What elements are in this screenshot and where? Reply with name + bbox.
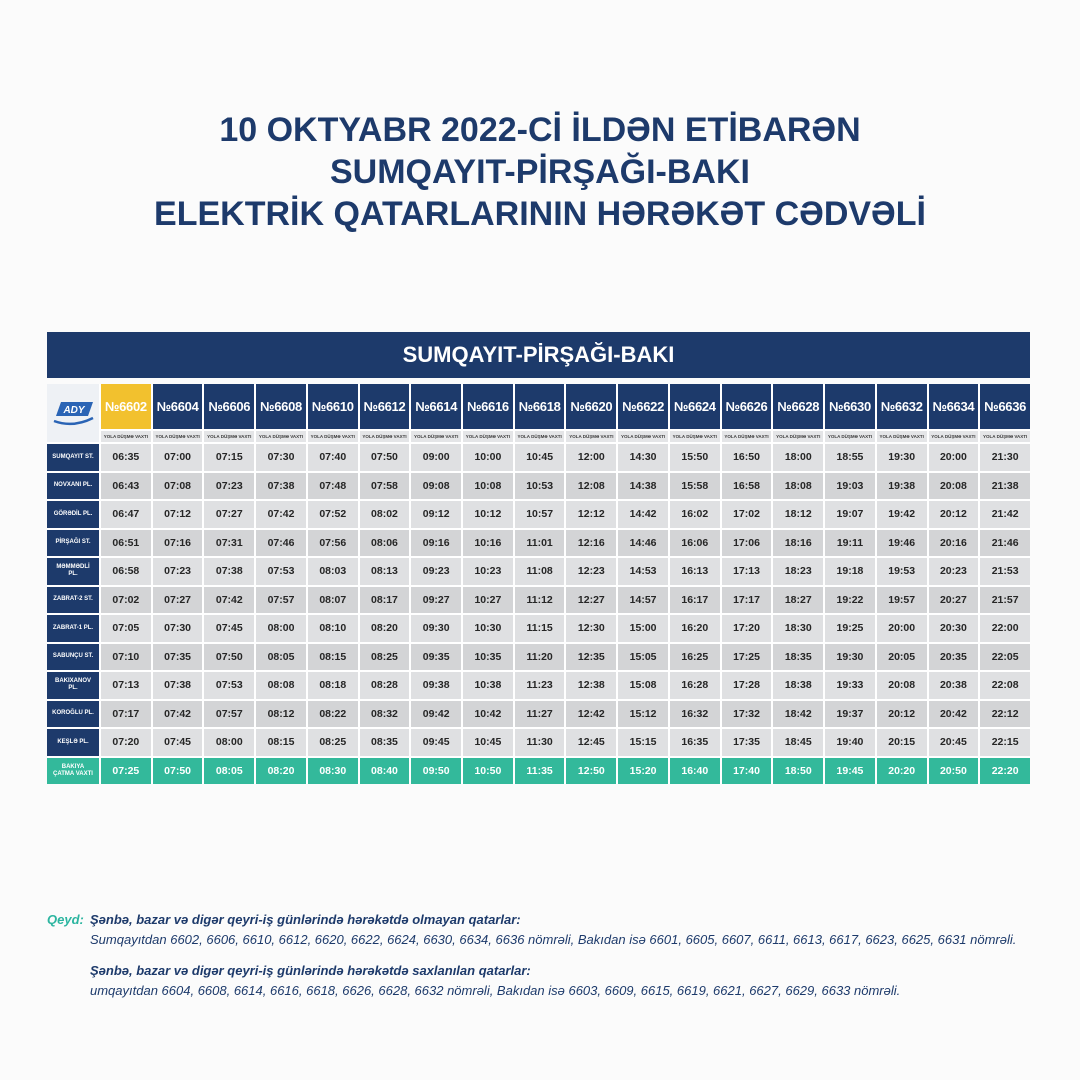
time-cell: 10:42 [463, 701, 513, 728]
time-cell: 09:00 [411, 444, 461, 471]
time-cell: 09:23 [411, 558, 461, 585]
time-cell: 08:32 [360, 701, 410, 728]
time-cell: 07:45 [153, 729, 203, 756]
timetable [47, 332, 1030, 784]
time-cell: 06:35 [101, 444, 151, 471]
departure-time-label: YOLA DÜŞMƏ VAXTI [929, 431, 979, 442]
time-cell: 08:03 [308, 558, 358, 585]
time-cell: 16:13 [670, 558, 720, 585]
running-heading: Şənbə, bazar və digər qeyri-iş günlərində hərəkətdə saxlanılan qatarlar: [90, 963, 531, 978]
time-cell: 08:06 [360, 530, 410, 557]
time-cell: 19:03 [825, 473, 875, 500]
time-cell: 06:58 [101, 558, 151, 585]
time-cell: 08:00 [256, 615, 306, 642]
time-cell: 09:08 [411, 473, 461, 500]
time-cell: 07:46 [256, 530, 306, 557]
time-cell: 12:38 [566, 672, 616, 699]
time-cell: 21:57 [980, 587, 1030, 614]
time-cell: 09:38 [411, 672, 461, 699]
time-cell: 06:47 [101, 501, 151, 528]
time-cell: 12:27 [566, 587, 616, 614]
time-cell: 07:52 [308, 501, 358, 528]
time-cell: 18:30 [773, 615, 823, 642]
time-cell: 18:08 [773, 473, 823, 500]
time-cell: 17:20 [722, 615, 772, 642]
departure-time-label: YOLA DÜŞMƏ VAXTI [101, 431, 151, 442]
time-cell: 07:27 [204, 501, 254, 528]
time-cell: 07:57 [204, 701, 254, 728]
note-label: Qeyd: [47, 912, 84, 927]
time-cell: 20:23 [929, 558, 979, 585]
time-cell: 12:16 [566, 530, 616, 557]
departure-time-label: YOLA DÜŞMƏ VAXTI [411, 431, 461, 442]
time-cell: 08:07 [308, 587, 358, 614]
train-number-header: №6606 [204, 384, 254, 429]
train-number-header: №6618 [515, 384, 565, 429]
time-cell: 18:23 [773, 558, 823, 585]
time-cell: 19:30 [877, 444, 927, 471]
time-cell: 17:35 [722, 729, 772, 756]
time-cell: 08:25 [308, 729, 358, 756]
train-number-header: №6626 [722, 384, 772, 429]
time-cell: 08:10 [308, 615, 358, 642]
time-cell: 08:28 [360, 672, 410, 699]
time-cell: 18:12 [773, 501, 823, 528]
time-cell: 08:05 [256, 644, 306, 671]
time-cell: 16:25 [670, 644, 720, 671]
time-cell: 07:10 [101, 644, 151, 671]
time-cell: 15:00 [618, 615, 668, 642]
train-number-header: №6604 [153, 384, 203, 429]
time-cell: 14:30 [618, 444, 668, 471]
title-line-2: SUMQAYIT-PİRŞAĞI-BAKI [329, 153, 750, 191]
time-cell: 08:22 [308, 701, 358, 728]
time-cell: 17:13 [722, 558, 772, 585]
arrival-time-cell: 08:05 [204, 758, 254, 785]
time-cell: 22:00 [980, 615, 1030, 642]
time-cell: 19:07 [825, 501, 875, 528]
arrival-time-cell: 12:50 [566, 758, 616, 785]
arrival-time-cell: 16:40 [670, 758, 720, 785]
time-cell: 19:40 [825, 729, 875, 756]
time-cell: 11:08 [515, 558, 565, 585]
arrival-time-cell: 08:20 [256, 758, 306, 785]
arrival-time-cell: 08:40 [360, 758, 410, 785]
time-cell: 09:30 [411, 615, 461, 642]
time-cell: 15:08 [618, 672, 668, 699]
train-number-header: №6630 [825, 384, 875, 429]
time-cell: 09:12 [411, 501, 461, 528]
time-cell: 10:45 [515, 444, 565, 471]
time-cell: 07:38 [153, 672, 203, 699]
time-cell: 07:57 [256, 587, 306, 614]
station-name: PİRŞAĞI ST. [47, 530, 99, 557]
time-cell: 19:30 [825, 644, 875, 671]
time-cell: 20:15 [877, 729, 927, 756]
time-cell: 10:38 [463, 672, 513, 699]
time-cell: 19:22 [825, 587, 875, 614]
arrival-time-cell: 11:35 [515, 758, 565, 785]
time-cell: 20:38 [929, 672, 979, 699]
time-cell: 08:35 [360, 729, 410, 756]
arrival-time-cell: 20:20 [877, 758, 927, 785]
departure-time-label: YOLA DÜŞMƏ VAXTI [773, 431, 823, 442]
station-name: BAKIXANOV PL. [47, 672, 99, 699]
time-cell: 20:00 [929, 444, 979, 471]
time-cell: 10:57 [515, 501, 565, 528]
time-cell: 07:38 [256, 473, 306, 500]
time-cell: 18:42 [773, 701, 823, 728]
arrival-time-cell: 15:20 [618, 758, 668, 785]
title-line-3: ELEKTRİK QATARLARININ HƏRƏKƏT CƏDVƏLİ [154, 195, 926, 233]
not-running-heading: Şənbə, bazar və digər qeyri-iş günlərində hərəkətdə olmayan qatarlar: [90, 912, 521, 927]
time-cell: 07:23 [204, 473, 254, 500]
time-cell: 22:05 [980, 644, 1030, 671]
time-cell: 07:56 [308, 530, 358, 557]
time-cell: 12:08 [566, 473, 616, 500]
time-cell: 07:38 [204, 558, 254, 585]
time-cell: 14:46 [618, 530, 668, 557]
departure-time-label: YOLA DÜŞMƏ VAXTI [722, 431, 772, 442]
time-cell: 21:30 [980, 444, 1030, 471]
time-cell: 19:11 [825, 530, 875, 557]
station-name: SABUNÇU ST. [47, 644, 99, 671]
logo-cell [47, 384, 99, 442]
timetable-heading: SUMQAYIT-PİRŞAĞI-BAKI [47, 332, 1030, 378]
time-cell: 14:57 [618, 587, 668, 614]
time-cell: 07:48 [308, 473, 358, 500]
arrival-time-cell: 08:30 [308, 758, 358, 785]
train-number-header: №6632 [877, 384, 927, 429]
time-cell: 21:46 [980, 530, 1030, 557]
departure-time-label: YOLA DÜŞMƏ VAXTI [670, 431, 720, 442]
ady-logo-swoosh [54, 418, 93, 424]
train-number-header: №6614 [411, 384, 461, 429]
arrival-time-cell: 09:50 [411, 758, 461, 785]
time-cell: 07:45 [204, 615, 254, 642]
station-name: SUMQAYIT ST. [47, 444, 99, 471]
title-line-1: 10 OKTYABR 2022-Cİ İLDƏN ETİBARƏN [219, 111, 861, 149]
time-cell: 15:15 [618, 729, 668, 756]
train-number-header: №6622 [618, 384, 668, 429]
time-cell: 07:00 [153, 444, 203, 471]
time-cell: 07:16 [153, 530, 203, 557]
station-name: ZABRAT-1 PL. [47, 615, 99, 642]
time-cell: 07:20 [101, 729, 151, 756]
time-cell: 15:50 [670, 444, 720, 471]
time-cell: 21:38 [980, 473, 1030, 500]
time-cell: 16:35 [670, 729, 720, 756]
time-cell: 12:00 [566, 444, 616, 471]
arrival-time-cell: 22:20 [980, 758, 1030, 785]
time-cell: 18:45 [773, 729, 823, 756]
time-cell: 18:27 [773, 587, 823, 614]
time-cell: 20:30 [929, 615, 979, 642]
time-cell: 08:02 [360, 501, 410, 528]
arrival-time-cell: 20:50 [929, 758, 979, 785]
time-cell: 20:00 [877, 615, 927, 642]
time-cell: 20:08 [877, 672, 927, 699]
time-cell: 22:12 [980, 701, 1030, 728]
time-cell: 07:30 [256, 444, 306, 471]
notes-section [47, 911, 1042, 999]
time-cell: 12:35 [566, 644, 616, 671]
time-cell: 09:35 [411, 644, 461, 671]
time-cell: 19:33 [825, 672, 875, 699]
arrival-time-cell: 19:45 [825, 758, 875, 785]
time-cell: 12:23 [566, 558, 616, 585]
time-cell: 16:06 [670, 530, 720, 557]
time-cell: 08:13 [360, 558, 410, 585]
time-cell: 09:16 [411, 530, 461, 557]
time-cell: 15:58 [670, 473, 720, 500]
time-cell: 21:53 [980, 558, 1030, 585]
time-cell: 08:08 [256, 672, 306, 699]
running-text: umqayıtdan 6604, 6608, 6614, 6616, 6618, 6626, 6628, 6632 nömrəli, Bakıdan isə 6603, 6609, 6615, 6619, 6621, 6627, 6629, 6633 nömrəli. [90, 983, 901, 998]
train-number-header: №6628 [773, 384, 823, 429]
departure-time-label: YOLA DÜŞMƏ VAXTI [360, 431, 410, 442]
time-cell: 08:18 [308, 672, 358, 699]
time-cell: 16:28 [670, 672, 720, 699]
time-cell: 18:38 [773, 672, 823, 699]
time-cell: 17:17 [722, 587, 772, 614]
train-number-header: №6624 [670, 384, 720, 429]
time-cell: 15:12 [618, 701, 668, 728]
time-cell: 22:08 [980, 672, 1030, 699]
station-name: GÖRƏDİL PL. [47, 501, 99, 528]
time-cell: 11:15 [515, 615, 565, 642]
train-number-header: №6636 [980, 384, 1030, 429]
train-number-header: №6634 [929, 384, 979, 429]
time-cell: 07:15 [204, 444, 254, 471]
time-cell: 19:53 [877, 558, 927, 585]
not-running-text: Sumqayıtdan 6602, 6606, 6610, 6612, 6620, 6622, 6624, 6630, 6634, 6636 nömrəli, Bakıdan isə 6601, 6605, 6607, 6611, 6613, 6617, 6623, 6625, 6631 nömrəli. [90, 932, 1017, 947]
departure-time-label: YOLA DÜŞMƏ VAXTI [825, 431, 875, 442]
station-name: KOROĞLU PL. [47, 701, 99, 728]
time-cell: 10:53 [515, 473, 565, 500]
time-cell: 19:57 [877, 587, 927, 614]
time-cell: 16:50 [722, 444, 772, 471]
time-cell: 19:42 [877, 501, 927, 528]
ady-logo-text: ADY [63, 405, 85, 416]
ady-logo [51, 397, 95, 429]
time-cell: 19:38 [877, 473, 927, 500]
time-cell: 07:30 [153, 615, 203, 642]
time-cell: 07:05 [101, 615, 151, 642]
time-cell: 07:50 [204, 644, 254, 671]
arrival-time-cell: 07:50 [153, 758, 203, 785]
time-cell: 20:35 [929, 644, 979, 671]
time-cell: 18:35 [773, 644, 823, 671]
time-cell: 09:27 [411, 587, 461, 614]
time-cell: 17:28 [722, 672, 772, 699]
time-cell: 07:31 [204, 530, 254, 557]
departure-time-label: YOLA DÜŞMƏ VAXTI [980, 431, 1030, 442]
arrival-time-cell: 17:40 [722, 758, 772, 785]
time-cell: 11:01 [515, 530, 565, 557]
time-cell: 16:17 [670, 587, 720, 614]
time-cell: 16:02 [670, 501, 720, 528]
train-number-header: №6620 [566, 384, 616, 429]
train-number-header: №6612 [360, 384, 410, 429]
time-cell: 22:15 [980, 729, 1030, 756]
time-cell: 20:42 [929, 701, 979, 728]
departure-time-label: YOLA DÜŞMƏ VAXTI [463, 431, 513, 442]
time-cell: 21:42 [980, 501, 1030, 528]
time-cell: 20:45 [929, 729, 979, 756]
time-cell: 16:58 [722, 473, 772, 500]
time-cell: 08:20 [360, 615, 410, 642]
time-cell: 10:08 [463, 473, 513, 500]
time-cell: 07:42 [153, 701, 203, 728]
time-cell: 20:12 [929, 501, 979, 528]
arrival-time-cell: 18:50 [773, 758, 823, 785]
time-cell: 17:02 [722, 501, 772, 528]
time-cell: 07:17 [101, 701, 151, 728]
arrival-time-cell: 07:25 [101, 758, 151, 785]
time-cell: 12:42 [566, 701, 616, 728]
time-cell: 07:08 [153, 473, 203, 500]
time-cell: 20:16 [929, 530, 979, 557]
time-cell: 16:20 [670, 615, 720, 642]
time-cell: 19:18 [825, 558, 875, 585]
time-cell: 07:13 [101, 672, 151, 699]
time-cell: 15:05 [618, 644, 668, 671]
time-cell: 14:38 [618, 473, 668, 500]
time-cell: 07:12 [153, 501, 203, 528]
time-cell: 10:30 [463, 615, 513, 642]
time-cell: 08:15 [256, 729, 306, 756]
time-cell: 18:55 [825, 444, 875, 471]
timetable-grid [47, 384, 1030, 784]
time-cell: 06:43 [101, 473, 151, 500]
time-cell: 10:27 [463, 587, 513, 614]
time-cell: 11:30 [515, 729, 565, 756]
train-number-header: №6602 [101, 384, 151, 429]
time-cell: 11:27 [515, 701, 565, 728]
time-cell: 20:27 [929, 587, 979, 614]
time-cell: 07:40 [308, 444, 358, 471]
station-name: ZABRAT-2 ST. [47, 587, 99, 614]
time-cell: 11:23 [515, 672, 565, 699]
time-cell: 07:50 [360, 444, 410, 471]
time-cell: 20:12 [877, 701, 927, 728]
time-cell: 14:42 [618, 501, 668, 528]
time-cell: 19:46 [877, 530, 927, 557]
arrival-row-label: BAKIYA ÇATMA VAXTI [47, 758, 99, 785]
time-cell: 08:25 [360, 644, 410, 671]
departure-time-label: YOLA DÜŞMƏ VAXTI [153, 431, 203, 442]
time-cell: 11:20 [515, 644, 565, 671]
time-cell: 07:53 [204, 672, 254, 699]
time-cell: 12:45 [566, 729, 616, 756]
station-name: KEŞLƏ PL. [47, 729, 99, 756]
station-name: MƏMMƏDLİ PL. [47, 558, 99, 585]
time-cell: 19:37 [825, 701, 875, 728]
departure-time-label: YOLA DÜŞMƏ VAXTI [618, 431, 668, 442]
time-cell: 18:16 [773, 530, 823, 557]
station-name: NOVXANI PL. [47, 473, 99, 500]
time-cell: 08:12 [256, 701, 306, 728]
time-cell: 08:15 [308, 644, 358, 671]
time-cell: 08:17 [360, 587, 410, 614]
departure-time-label: YOLA DÜŞMƏ VAXTI [515, 431, 565, 442]
train-number-header: №6616 [463, 384, 513, 429]
time-cell: 18:00 [773, 444, 823, 471]
time-cell: 07:58 [360, 473, 410, 500]
time-cell: 07:27 [153, 587, 203, 614]
time-cell: 19:25 [825, 615, 875, 642]
time-cell: 10:35 [463, 644, 513, 671]
time-cell: 10:45 [463, 729, 513, 756]
time-cell: 14:53 [618, 558, 668, 585]
time-cell: 08:00 [204, 729, 254, 756]
time-cell: 07:23 [153, 558, 203, 585]
departure-time-label: YOLA DÜŞMƏ VAXTI [566, 431, 616, 442]
time-cell: 11:12 [515, 587, 565, 614]
arrival-time-cell: 10:50 [463, 758, 513, 785]
train-number-header: №6610 [308, 384, 358, 429]
time-cell: 20:08 [929, 473, 979, 500]
time-cell: 10:16 [463, 530, 513, 557]
departure-time-label: YOLA DÜŞMƏ VAXTI [877, 431, 927, 442]
time-cell: 10:23 [463, 558, 513, 585]
departure-time-label: YOLA DÜŞMƏ VAXTI [256, 431, 306, 442]
train-number-header: №6608 [256, 384, 306, 429]
time-cell: 09:42 [411, 701, 461, 728]
time-cell: 17:32 [722, 701, 772, 728]
time-cell: 07:35 [153, 644, 203, 671]
time-cell: 10:12 [463, 501, 513, 528]
time-cell: 07:02 [101, 587, 151, 614]
time-cell: 12:30 [566, 615, 616, 642]
time-cell: 09:45 [411, 729, 461, 756]
poster-title [0, 109, 1080, 235]
time-cell: 20:05 [877, 644, 927, 671]
time-cell: 10:00 [463, 444, 513, 471]
departure-time-label: YOLA DÜŞMƏ VAXTI [308, 431, 358, 442]
time-cell: 16:32 [670, 701, 720, 728]
time-cell: 06:51 [101, 530, 151, 557]
time-cell: 07:42 [256, 501, 306, 528]
time-cell: 17:06 [722, 530, 772, 557]
time-cell: 17:25 [722, 644, 772, 671]
time-cell: 12:12 [566, 501, 616, 528]
time-cell: 07:53 [256, 558, 306, 585]
time-cell: 07:42 [204, 587, 254, 614]
departure-time-label: YOLA DÜŞMƏ VAXTI [204, 431, 254, 442]
